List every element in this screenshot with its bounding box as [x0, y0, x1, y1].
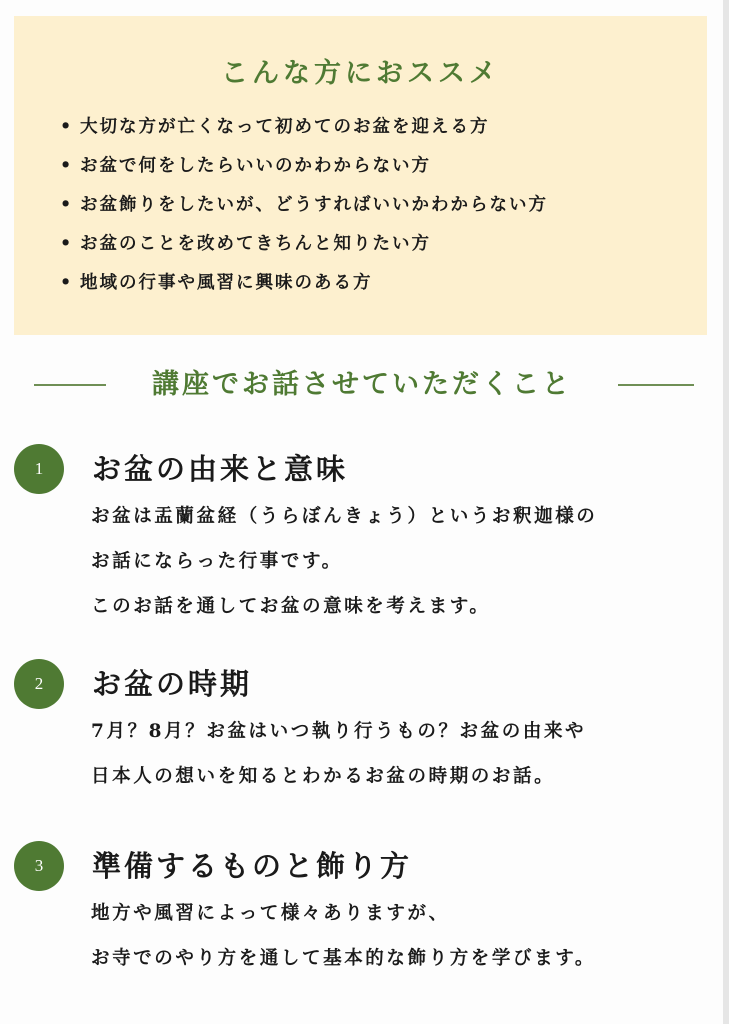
heading-divider-right — [618, 384, 694, 386]
recommend-item — [60, 108, 548, 147]
bullet-dot: • — [60, 273, 74, 293]
page-edge-rule — [723, 0, 729, 1024]
topic-number-badge: 2 — [14, 659, 64, 709]
recommend-item — [60, 225, 548, 264]
recommend-item-text: 大切な方が亡くなって初めてのお盆を迎える方 — [80, 117, 490, 137]
course-heading: 講座でお話させていただくこと — [152, 369, 572, 400]
topic-1 — [14, 444, 704, 617]
recommend-title: こんな方におススメ — [221, 58, 500, 89]
topic-title: お盆の時期 — [92, 667, 253, 701]
recommend-item-text: お盆で何をしたらいいのかわからない方 — [80, 156, 431, 176]
bullet-dot: • — [60, 195, 74, 215]
topic-line: 日本人の想いを知るとわかるお盆の時期のお話。 — [91, 766, 556, 787]
topic-2 — [14, 659, 704, 804]
recommend-item — [60, 186, 548, 225]
topic-line: お寺でのやり方を通して基本的な飾り方を学びます。 — [91, 948, 596, 969]
recommend-item-text: お盆飾りをしたいが、どうすればいいかわからない方 — [80, 195, 548, 215]
topic-line: 7月？8月？お盆はいつ執り行うもの？お盆の由来や — [91, 721, 587, 742]
topic-3 — [14, 841, 704, 986]
bullet-dot: • — [60, 234, 74, 254]
bullet-dot: • — [60, 156, 74, 176]
topic-line: 地方や風習によって様々ありますが、 — [91, 903, 450, 924]
topic-description — [91, 494, 597, 629]
recommend-item — [60, 147, 548, 186]
topic-title: お盆の由来と意味 — [92, 452, 349, 486]
topic-description — [91, 709, 586, 799]
recommend-item-text: お盆のことを改めてきちんと知りたい方 — [80, 234, 431, 254]
recommend-list — [60, 108, 548, 303]
recommend-item-text: 地域の行事や風習に興味のある方 — [80, 273, 373, 293]
topic-description — [91, 891, 596, 981]
topic-number-badge: 3 — [14, 841, 64, 891]
recommend-box — [14, 16, 707, 335]
topic-line: お話にならった行事です。 — [91, 551, 343, 572]
recommend-item — [60, 264, 548, 303]
topic-title: 準備するものと飾り方 — [92, 849, 413, 883]
topic-number-badge: 1 — [14, 444, 64, 494]
topic-line: このお話を通してお盆の意味を考えます。 — [91, 596, 491, 617]
course-section-heading — [0, 362, 723, 408]
heading-divider-left — [34, 384, 106, 386]
topic-line: お盆は盂蘭盆経（うらぼんきょう）というお釈迦様の — [91, 506, 598, 527]
bullet-dot: • — [60, 117, 74, 137]
